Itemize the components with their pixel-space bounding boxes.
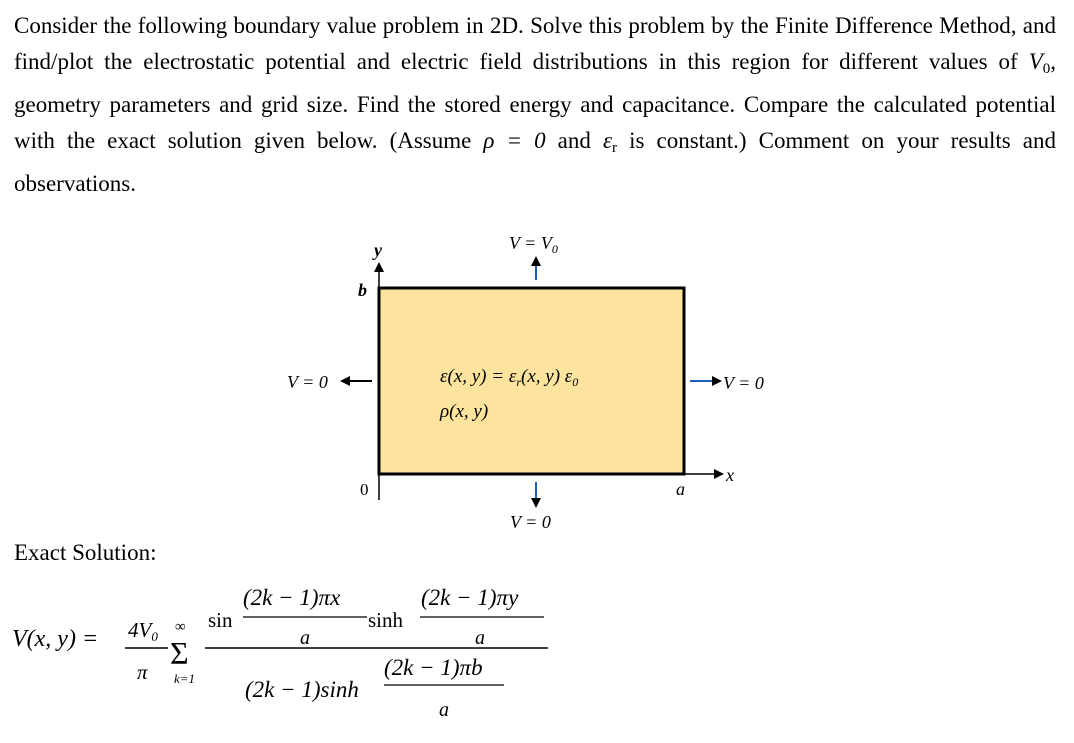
problem-text-1: Consider the following boundary value problem in 2D. Solve this problem by the Finite Difference Method, and find/plot the electrostatic potential and electric field distributions in this region for different values of [14,13,1056,74]
problem-text-3: and [545,127,603,153]
right-bc-label: V = 0 [723,373,764,393]
sin-function: sin [208,608,233,632]
rho-equation: ρ = 0 [483,127,546,153]
coef-numerator: 4V0 [128,618,158,644]
sin-arg-denominator: a [300,627,310,649]
denominator-term: (2k − 1)sinh [245,677,359,702]
left-bc-label: V = 0 [287,372,328,392]
coef-denominator: π [137,660,148,684]
origin-label: 0 [360,480,369,499]
v0-symbol: $V_0$ [1028,48,1051,77]
den-arg-numerator: (2k − 1)πb [384,655,483,680]
b-label: b [358,280,367,300]
sinh-arg-denominator: a [475,627,485,649]
eps-r-symbol: $\varepsilon_r$ [602,127,618,156]
bottom-bc-label: V = 0 [510,512,551,532]
sinh-arg-numerator: (2k − 1)πy [421,585,519,610]
sin-arg-numerator: (2k − 1)πx [243,585,341,610]
sinh-function: sinh [368,608,404,632]
a-label: a [676,479,685,499]
y-axis-label: y [374,240,382,260]
den-arg-denominator: a [439,699,449,721]
exact-solution-label: Exact Solution: [14,540,157,565]
problem-text-2: , geometry parameters and grid size. Find the stored energy and capacitance. Compare the calculated potential with the exact solution given below. (Assume [14,48,1056,153]
sum-lower-limit: k=1 [174,671,196,686]
charge-density-formula: ρ(x, y) [440,401,489,422]
sum-symbol: Σ [170,635,189,671]
problem-text-4: is constant.) Comment on your results and observations. [14,127,1056,196]
exact-solution-formula [12,585,548,721]
x-axis-label: x [726,465,734,485]
permittivity-formula: ε(x, $y) = \varepsilon_r(x$, y) $\varepsilon_0$ [440,366,579,389]
formula-lhs: V(x, y) = [12,626,99,652]
top-bc-label: $V = V_0$ [509,233,558,256]
sum-upper-limit: ∞ [175,619,186,635]
